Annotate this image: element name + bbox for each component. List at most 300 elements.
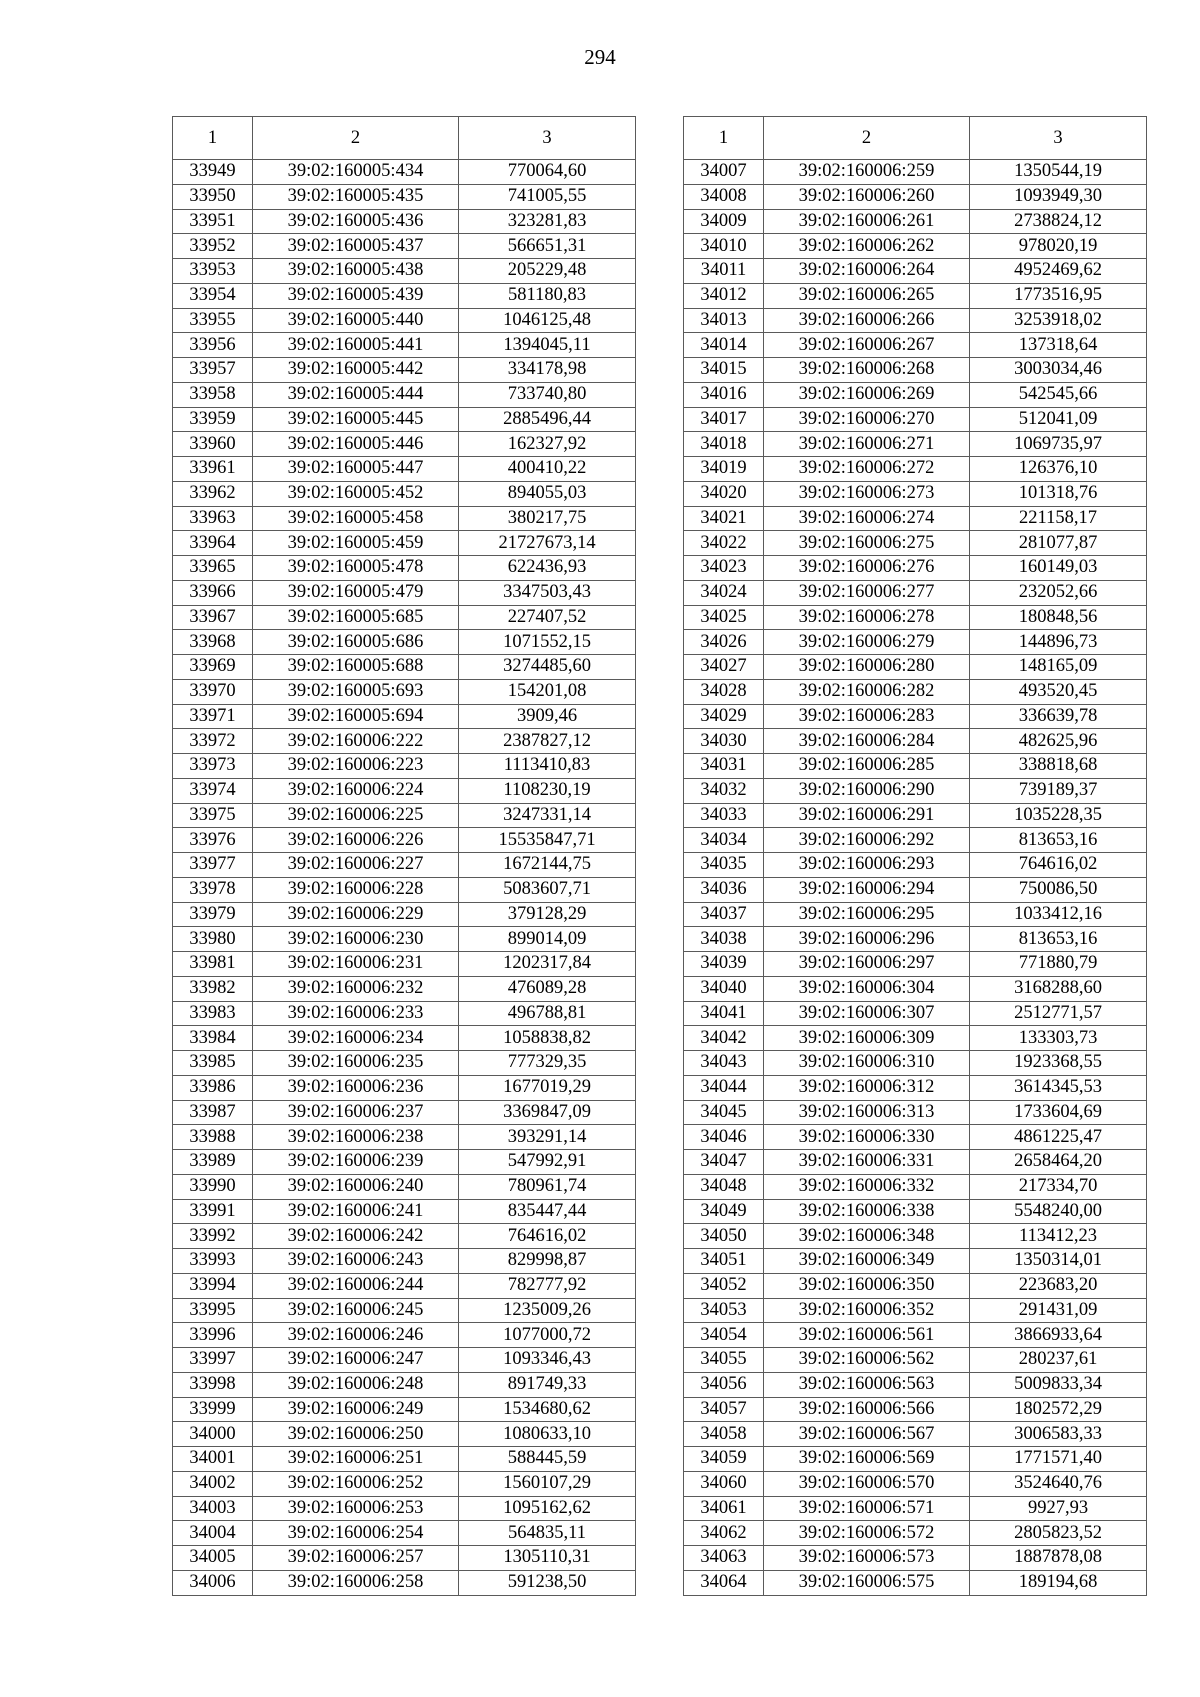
number-cell: 34041: [684, 1001, 764, 1026]
cadastral-number-cell: 39:02:160006:232: [253, 976, 459, 1001]
cadastral-number-cell: 39:02:160006:313: [764, 1100, 970, 1125]
number-cell: 33995: [173, 1298, 253, 1323]
cadastral-number-cell: 39:02:160006:310: [764, 1051, 970, 1076]
value-cell: 1033412,16: [970, 902, 1147, 927]
number-cell: 34057: [684, 1397, 764, 1422]
table-row: [173, 754, 636, 779]
cadastral-number-cell: 39:02:160006:257: [253, 1546, 459, 1571]
table-row: [684, 1298, 1147, 1323]
table-row: [684, 877, 1147, 902]
number-cell: 33978: [173, 877, 253, 902]
cadastral-number-cell: 39:02:160006:229: [253, 902, 459, 927]
cadastral-number-cell: 39:02:160006:231: [253, 952, 459, 977]
value-cell: 777329,35: [459, 1051, 636, 1076]
cadastral-number-cell: 39:02:160006:226: [253, 828, 459, 853]
table-row: [173, 1249, 636, 1274]
value-cell: 126376,10: [970, 457, 1147, 482]
number-cell: 34053: [684, 1298, 764, 1323]
value-cell: 2805823,52: [970, 1521, 1147, 1546]
cadastral-number-cell: 39:02:160006:352: [764, 1298, 970, 1323]
table-row: [684, 828, 1147, 853]
value-cell: 223683,20: [970, 1273, 1147, 1298]
table-row: [684, 1546, 1147, 1571]
value-cell: 1069735,97: [970, 432, 1147, 457]
table-row: [684, 902, 1147, 927]
cadastral-number-cell: 39:02:160006:276: [764, 556, 970, 581]
cadastral-number-cell: 39:02:160006:280: [764, 655, 970, 680]
table-row: [173, 209, 636, 234]
cadastral-number-cell: 39:02:160006:252: [253, 1471, 459, 1496]
table-row: [684, 704, 1147, 729]
table-row: [684, 1447, 1147, 1472]
cadastral-number-cell: 39:02:160006:350: [764, 1273, 970, 1298]
column-header: 3: [459, 117, 636, 160]
table-row: [173, 580, 636, 605]
table-row: [684, 1100, 1147, 1125]
table-row: [684, 853, 1147, 878]
number-cell: 34049: [684, 1199, 764, 1224]
cadastral-number-cell: 39:02:160005:444: [253, 382, 459, 407]
value-cell: 21727673,14: [459, 531, 636, 556]
number-cell: 34032: [684, 778, 764, 803]
table-row: [684, 1348, 1147, 1373]
value-cell: 5083607,71: [459, 877, 636, 902]
value-cell: 113412,23: [970, 1224, 1147, 1249]
value-cell: 3006583,33: [970, 1422, 1147, 1447]
cadastral-number-cell: 39:02:160006:262: [764, 234, 970, 259]
cadastral-number-cell: 39:02:160006:245: [253, 1298, 459, 1323]
value-cell: 741005,55: [459, 184, 636, 209]
number-cell: 33986: [173, 1075, 253, 1100]
table-row: [173, 1125, 636, 1150]
table-row: [684, 283, 1147, 308]
number-cell: 33993: [173, 1249, 253, 1274]
number-cell: 34054: [684, 1323, 764, 1348]
number-cell: 34018: [684, 432, 764, 457]
value-cell: 1058838,82: [459, 1026, 636, 1051]
table-row: [684, 481, 1147, 506]
table-row: [173, 1397, 636, 1422]
number-cell: 34019: [684, 457, 764, 482]
table-row: [684, 1570, 1147, 1595]
cadastral-number-cell: 39:02:160005:693: [253, 679, 459, 704]
cadastral-number-cell: 39:02:160006:291: [764, 803, 970, 828]
number-cell: 33974: [173, 778, 253, 803]
number-cell: 33957: [173, 358, 253, 383]
table-row: [173, 234, 636, 259]
number-cell: 33961: [173, 457, 253, 482]
cadastral-number-cell: 39:02:160006:240: [253, 1174, 459, 1199]
cadastral-number-cell: 39:02:160006:241: [253, 1199, 459, 1224]
value-cell: 3003034,46: [970, 358, 1147, 383]
table-row: [173, 531, 636, 556]
column-header: 2: [764, 117, 970, 160]
cadastral-number-cell: 39:02:160005:694: [253, 704, 459, 729]
number-cell: 33992: [173, 1224, 253, 1249]
value-cell: 205229,48: [459, 259, 636, 284]
cadastral-number-cell: 39:02:160006:238: [253, 1125, 459, 1150]
number-cell: 34034: [684, 828, 764, 853]
table-row: [684, 407, 1147, 432]
cadastral-number-cell: 39:02:160005:440: [253, 308, 459, 333]
table-row: [173, 704, 636, 729]
number-cell: 33959: [173, 407, 253, 432]
cadastral-number-cell: 39:02:160005:438: [253, 259, 459, 284]
number-cell: 34014: [684, 333, 764, 358]
cadastral-number-cell: 39:02:160006:277: [764, 580, 970, 605]
number-cell: 34023: [684, 556, 764, 581]
table-row: [173, 803, 636, 828]
table-row: [173, 927, 636, 952]
cadastral-number-cell: 39:02:160006:567: [764, 1422, 970, 1447]
number-cell: 34005: [173, 1546, 253, 1571]
value-cell: 1035228,35: [970, 803, 1147, 828]
number-cell: 33958: [173, 382, 253, 407]
cadastral-number-cell: 39:02:160005:446: [253, 432, 459, 457]
value-cell: 3866933,64: [970, 1323, 1147, 1348]
table-row: [684, 1199, 1147, 1224]
value-cell: 5009833,34: [970, 1372, 1147, 1397]
number-cell: 33981: [173, 952, 253, 977]
value-cell: 1113410,83: [459, 754, 636, 779]
value-cell: 3369847,09: [459, 1100, 636, 1125]
cadastral-number-cell: 39:02:160006:259: [764, 160, 970, 185]
table-row: [684, 259, 1147, 284]
number-cell: 34024: [684, 580, 764, 605]
table-row: [173, 679, 636, 704]
number-cell: 34052: [684, 1273, 764, 1298]
value-cell: 1080633,10: [459, 1422, 636, 1447]
cadastral-number-cell: 39:02:160006:230: [253, 927, 459, 952]
cadastral-number-cell: 39:02:160006:309: [764, 1026, 970, 1051]
number-cell: 33967: [173, 605, 253, 630]
table-row: [173, 1496, 636, 1521]
cadastral-number-cell: 39:02:160006:569: [764, 1447, 970, 1472]
table-row: [684, 778, 1147, 803]
number-cell: 34056: [684, 1372, 764, 1397]
value-cell: 137318,64: [970, 333, 1147, 358]
cadastral-number-cell: 39:02:160006:260: [764, 184, 970, 209]
number-cell: 34063: [684, 1546, 764, 1571]
column-header: 1: [684, 117, 764, 160]
cadastral-number-cell: 39:02:160006:566: [764, 1397, 970, 1422]
table-row: [173, 1521, 636, 1546]
value-cell: 9927,93: [970, 1496, 1147, 1521]
number-cell: 33964: [173, 531, 253, 556]
value-cell: 217334,70: [970, 1174, 1147, 1199]
value-cell: 189194,68: [970, 1570, 1147, 1595]
table-row: [173, 432, 636, 457]
table-row: [684, 952, 1147, 977]
number-cell: 33997: [173, 1348, 253, 1373]
table-row: [684, 432, 1147, 457]
value-cell: 154201,08: [459, 679, 636, 704]
number-cell: 34003: [173, 1496, 253, 1521]
table-row: [684, 382, 1147, 407]
number-cell: 34047: [684, 1150, 764, 1175]
value-cell: 133303,73: [970, 1026, 1147, 1051]
number-cell: 33953: [173, 259, 253, 284]
table-row: [173, 976, 636, 1001]
table-header-row: [173, 117, 636, 160]
table-row: [173, 605, 636, 630]
table-row: [173, 828, 636, 853]
value-cell: 739189,37: [970, 778, 1147, 803]
value-cell: 1046125,48: [459, 308, 636, 333]
cadastral-number-cell: 39:02:160006:225: [253, 803, 459, 828]
value-cell: 148165,09: [970, 655, 1147, 680]
cadastral-number-cell: 39:02:160006:290: [764, 778, 970, 803]
number-cell: 34011: [684, 259, 764, 284]
number-cell: 34038: [684, 927, 764, 952]
table-row: [684, 184, 1147, 209]
table-row: [173, 1199, 636, 1224]
number-cell: 34062: [684, 1521, 764, 1546]
number-cell: 33955: [173, 308, 253, 333]
value-cell: 4952469,62: [970, 259, 1147, 284]
value-cell: 3274485,60: [459, 655, 636, 680]
number-cell: 34044: [684, 1075, 764, 1100]
cadastral-number-cell: 39:02:160006:330: [764, 1125, 970, 1150]
value-cell: 1923368,55: [970, 1051, 1147, 1076]
value-cell: 1677019,29: [459, 1075, 636, 1100]
number-cell: 33991: [173, 1199, 253, 1224]
number-cell: 34022: [684, 531, 764, 556]
table-row: [684, 358, 1147, 383]
cadastral-number-cell: 39:02:160005:458: [253, 506, 459, 531]
cadastral-number-cell: 39:02:160006:267: [764, 333, 970, 358]
cadastral-number-cell: 39:02:160006:251: [253, 1447, 459, 1472]
value-cell: 829998,87: [459, 1249, 636, 1274]
value-cell: 3347503,43: [459, 580, 636, 605]
table-row: [173, 481, 636, 506]
table-row: [684, 1521, 1147, 1546]
table-row: [173, 1372, 636, 1397]
number-cell: 34016: [684, 382, 764, 407]
number-cell: 34009: [684, 209, 764, 234]
value-cell: 894055,03: [459, 481, 636, 506]
cadastral-number-cell: 39:02:160006:304: [764, 976, 970, 1001]
value-cell: 1093346,43: [459, 1348, 636, 1373]
number-cell: 34042: [684, 1026, 764, 1051]
cadastral-number-cell: 39:02:160005:435: [253, 184, 459, 209]
table-row: [684, 1026, 1147, 1051]
value-cell: 581180,83: [459, 283, 636, 308]
cadastral-number-cell: 39:02:160006:270: [764, 407, 970, 432]
value-cell: 3247331,14: [459, 803, 636, 828]
value-cell: 813653,16: [970, 828, 1147, 853]
table-row: [684, 1471, 1147, 1496]
value-cell: 1350314,01: [970, 1249, 1147, 1274]
number-cell: 34051: [684, 1249, 764, 1274]
cadastral-number-cell: 39:02:160006:338: [764, 1199, 970, 1224]
registry-table-left: [172, 116, 636, 1596]
value-cell: 1108230,19: [459, 778, 636, 803]
cadastral-number-cell: 39:02:160005:441: [253, 333, 459, 358]
page-number: 294: [584, 45, 616, 69]
table-row: [173, 457, 636, 482]
table-row: [173, 729, 636, 754]
value-cell: 393291,14: [459, 1125, 636, 1150]
number-cell: 34013: [684, 308, 764, 333]
cadastral-number-cell: 39:02:160006:283: [764, 704, 970, 729]
number-cell: 34028: [684, 679, 764, 704]
cadastral-number-cell: 39:02:160006:284: [764, 729, 970, 754]
cadastral-number-cell: 39:02:160005:478: [253, 556, 459, 581]
cadastral-number-cell: 39:02:160006:222: [253, 729, 459, 754]
value-cell: 101318,76: [970, 481, 1147, 506]
value-cell: 380217,75: [459, 506, 636, 531]
value-cell: 591238,50: [459, 1570, 636, 1595]
number-cell: 34007: [684, 160, 764, 185]
number-cell: 33985: [173, 1051, 253, 1076]
number-cell: 34002: [173, 1471, 253, 1496]
value-cell: 334178,98: [459, 358, 636, 383]
column-header: 1: [173, 117, 253, 160]
number-cell: 34025: [684, 605, 764, 630]
cadastral-number-cell: 39:02:160006:575: [764, 1570, 970, 1595]
cadastral-number-cell: 39:02:160006:278: [764, 605, 970, 630]
table-row: [684, 556, 1147, 581]
table-row: [173, 1026, 636, 1051]
table-row: [173, 1273, 636, 1298]
number-cell: 33994: [173, 1273, 253, 1298]
cadastral-number-cell: 39:02:160006:247: [253, 1348, 459, 1373]
cadastral-number-cell: 39:02:160006:349: [764, 1249, 970, 1274]
cadastral-number-cell: 39:02:160006:250: [253, 1422, 459, 1447]
value-cell: 733740,80: [459, 382, 636, 407]
cadastral-number-cell: 39:02:160006:236: [253, 1075, 459, 1100]
table-row: [173, 259, 636, 284]
value-cell: 400410,22: [459, 457, 636, 482]
number-cell: 34036: [684, 877, 764, 902]
number-cell: 33984: [173, 1026, 253, 1051]
cadastral-number-cell: 39:02:160006:570: [764, 1471, 970, 1496]
table-row: [173, 1174, 636, 1199]
cadastral-number-cell: 39:02:160006:244: [253, 1273, 459, 1298]
cadastral-number-cell: 39:02:160006:307: [764, 1001, 970, 1026]
table-row: [684, 531, 1147, 556]
value-cell: 3524640,76: [970, 1471, 1147, 1496]
table-row: [684, 1075, 1147, 1100]
value-cell: 622436,93: [459, 556, 636, 581]
value-cell: 978020,19: [970, 234, 1147, 259]
number-cell: 33968: [173, 630, 253, 655]
cadastral-number-cell: 39:02:160006:348: [764, 1224, 970, 1249]
number-cell: 34004: [173, 1521, 253, 1546]
number-cell: 33950: [173, 184, 253, 209]
number-cell: 33973: [173, 754, 253, 779]
cadastral-number-cell: 39:02:160005:686: [253, 630, 459, 655]
table-row: [173, 1150, 636, 1175]
number-cell: 34043: [684, 1051, 764, 1076]
value-cell: 15535847,71: [459, 828, 636, 853]
table-header-row: [684, 117, 1147, 160]
cadastral-number-cell: 39:02:160006:268: [764, 358, 970, 383]
table-row: [684, 1174, 1147, 1199]
cadastral-number-cell: 39:02:160006:269: [764, 382, 970, 407]
table-row: [173, 630, 636, 655]
table-row: [684, 1249, 1147, 1274]
table-row: [173, 1546, 636, 1571]
table-row: [684, 160, 1147, 185]
cadastral-number-cell: 39:02:160005:437: [253, 234, 459, 259]
value-cell: 144896,73: [970, 630, 1147, 655]
number-cell: 34055: [684, 1348, 764, 1373]
table-row: [684, 655, 1147, 680]
table-row: [684, 803, 1147, 828]
cadastral-number-cell: 39:02:160006:563: [764, 1372, 970, 1397]
number-cell: 33990: [173, 1174, 253, 1199]
value-cell: 2512771,57: [970, 1001, 1147, 1026]
value-cell: 291431,09: [970, 1298, 1147, 1323]
value-cell: 3168288,60: [970, 976, 1147, 1001]
cadastral-number-cell: 39:02:160006:227: [253, 853, 459, 878]
cadastral-number-cell: 39:02:160006:571: [764, 1496, 970, 1521]
number-cell: 34029: [684, 704, 764, 729]
table-row: [173, 556, 636, 581]
number-cell: 33971: [173, 704, 253, 729]
value-cell: 232052,66: [970, 580, 1147, 605]
table-row: [684, 506, 1147, 531]
cadastral-number-cell: 39:02:160006:297: [764, 952, 970, 977]
value-cell: 1534680,62: [459, 1397, 636, 1422]
number-cell: 33960: [173, 432, 253, 457]
table-row: [173, 1471, 636, 1496]
cadastral-number-cell: 39:02:160006:224: [253, 778, 459, 803]
value-cell: 764616,02: [970, 853, 1147, 878]
table-row: [684, 1273, 1147, 1298]
table-row: [173, 1447, 636, 1472]
cadastral-number-cell: 39:02:160006:312: [764, 1075, 970, 1100]
table-row: [684, 927, 1147, 952]
table-row: [684, 1323, 1147, 1348]
value-cell: 3253918,02: [970, 308, 1147, 333]
value-cell: 1672144,75: [459, 853, 636, 878]
number-cell: 34021: [684, 506, 764, 531]
number-cell: 34058: [684, 1422, 764, 1447]
table-row: [684, 754, 1147, 779]
value-cell: 496788,81: [459, 1001, 636, 1026]
number-cell: 33965: [173, 556, 253, 581]
value-cell: 162327,92: [459, 432, 636, 457]
cadastral-number-cell: 39:02:160006:265: [764, 283, 970, 308]
cadastral-number-cell: 39:02:160006:292: [764, 828, 970, 853]
value-cell: 1802572,29: [970, 1397, 1147, 1422]
table-row: [684, 457, 1147, 482]
number-cell: 33996: [173, 1323, 253, 1348]
number-cell: 33962: [173, 481, 253, 506]
value-cell: 764616,02: [459, 1224, 636, 1249]
table-row: [684, 976, 1147, 1001]
value-cell: 221158,17: [970, 506, 1147, 531]
value-cell: 227407,52: [459, 605, 636, 630]
value-cell: 512041,09: [970, 407, 1147, 432]
cadastral-number-cell: 39:02:160005:442: [253, 358, 459, 383]
value-cell: 1077000,72: [459, 1323, 636, 1348]
cadastral-number-cell: 39:02:160006:223: [253, 754, 459, 779]
value-cell: 1560107,29: [459, 1471, 636, 1496]
number-cell: 33970: [173, 679, 253, 704]
cadastral-number-cell: 39:02:160006:573: [764, 1546, 970, 1571]
table-row: [684, 1051, 1147, 1076]
table-row: [173, 877, 636, 902]
table-row: [173, 333, 636, 358]
table-row: [684, 308, 1147, 333]
table-row: [173, 1100, 636, 1125]
table-row: [173, 952, 636, 977]
number-cell: 33998: [173, 1372, 253, 1397]
